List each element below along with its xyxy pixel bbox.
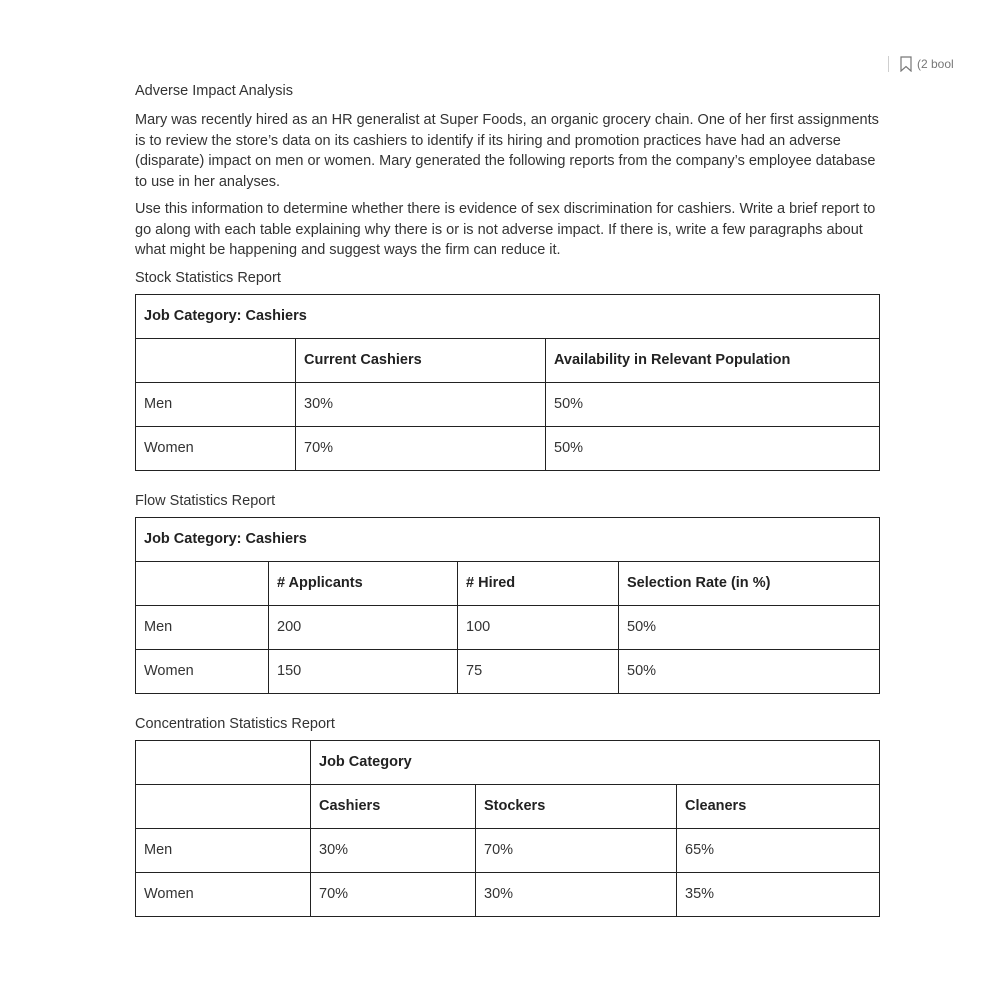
concentration-table (135, 740, 880, 917)
table-cell: 50% (619, 605, 880, 649)
table-row (136, 649, 880, 693)
table-row (136, 872, 880, 916)
table-row (136, 382, 880, 426)
page-title: Adverse Impact Analysis (135, 83, 293, 99)
table-cell: 50% (546, 426, 880, 470)
table-cell: Women (136, 649, 269, 693)
table-row (136, 740, 880, 784)
table-cell: 70% (311, 872, 476, 916)
intro-paragraph: Mary was recently hired as an HR generalist at Super Foods, an organic grocery chain. One of her first assignments is to review the store’s data on its cashiers to identify if its hiring and promotion practices have had an adverse (disparate) impact on men or women. Mary generated the following reports from the company’s employee database to use in her analyses. (135, 112, 879, 190)
table-row (136, 426, 880, 470)
table-cell: Women (136, 426, 296, 470)
table-cell: 30% (476, 872, 677, 916)
table-category-cell: Job Category: Cashiers (136, 517, 880, 561)
table-category-cell: Job Category (311, 740, 880, 784)
divider (888, 56, 889, 72)
table-row (136, 294, 880, 338)
bookmark-icon (899, 56, 913, 72)
table-cell: 150 (269, 649, 458, 693)
table-cell: 200 (269, 605, 458, 649)
table-cell: 35% (677, 872, 880, 916)
table-header-cell: Cleaners (677, 784, 880, 828)
instructions-paragraph: Use this information to determine whether there is evidence of sex discrimination for cashiers. Write a brief report to go along with each table explaining why there is or is not adverse impact. If there is, write a few paragraphs about what might be happening and suggest ways the firm can reduce it. (135, 201, 876, 258)
table-cell: 70% (296, 426, 546, 470)
table-header-cell: # Hired (458, 561, 619, 605)
flow-report-title: Flow Statistics Report (135, 492, 276, 509)
table-header-cell: Current Cashiers (296, 338, 546, 382)
table-cell: Men (136, 605, 269, 649)
table-cell: Men (136, 382, 296, 426)
table-cell: 50% (546, 382, 880, 426)
table-header-cell (136, 338, 296, 382)
table-cell: Men (136, 828, 311, 872)
table-row (136, 605, 880, 649)
table-row (136, 828, 880, 872)
table-cell: 65% (677, 828, 880, 872)
table-header-cell: Availability in Relevant Population (546, 338, 880, 382)
table-category-cell: Job Category: Cashiers (136, 294, 880, 338)
stock-table (135, 294, 880, 471)
table-cell: Women (136, 872, 311, 916)
table-header-cell: Cashiers (311, 784, 476, 828)
bookmark-control[interactable] (888, 56, 954, 72)
table-header-row (136, 338, 880, 382)
stock-report-title: Stock Statistics Report (135, 269, 281, 286)
concentration-report-title: Concentration Statistics Report (135, 715, 335, 732)
bookmark-count: (2 bool (917, 57, 954, 71)
table-cell: 30% (296, 382, 546, 426)
table-header-cell: Stockers (476, 784, 677, 828)
table-header-row (136, 784, 880, 828)
table-header-cell (136, 561, 269, 605)
table-cell: 70% (476, 828, 677, 872)
main-content (135, 81, 879, 937)
table-header-cell: Selection Rate (in %) (619, 561, 880, 605)
table-cell (136, 740, 311, 784)
table-cell: 75 (458, 649, 619, 693)
table-cell: 100 (458, 605, 619, 649)
table-row (136, 517, 880, 561)
table-cell: 50% (619, 649, 880, 693)
flow-table (135, 517, 880, 694)
table-header-row (136, 561, 880, 605)
table-header-cell (136, 784, 311, 828)
table-cell: 30% (311, 828, 476, 872)
table-header-cell: # Applicants (269, 561, 458, 605)
